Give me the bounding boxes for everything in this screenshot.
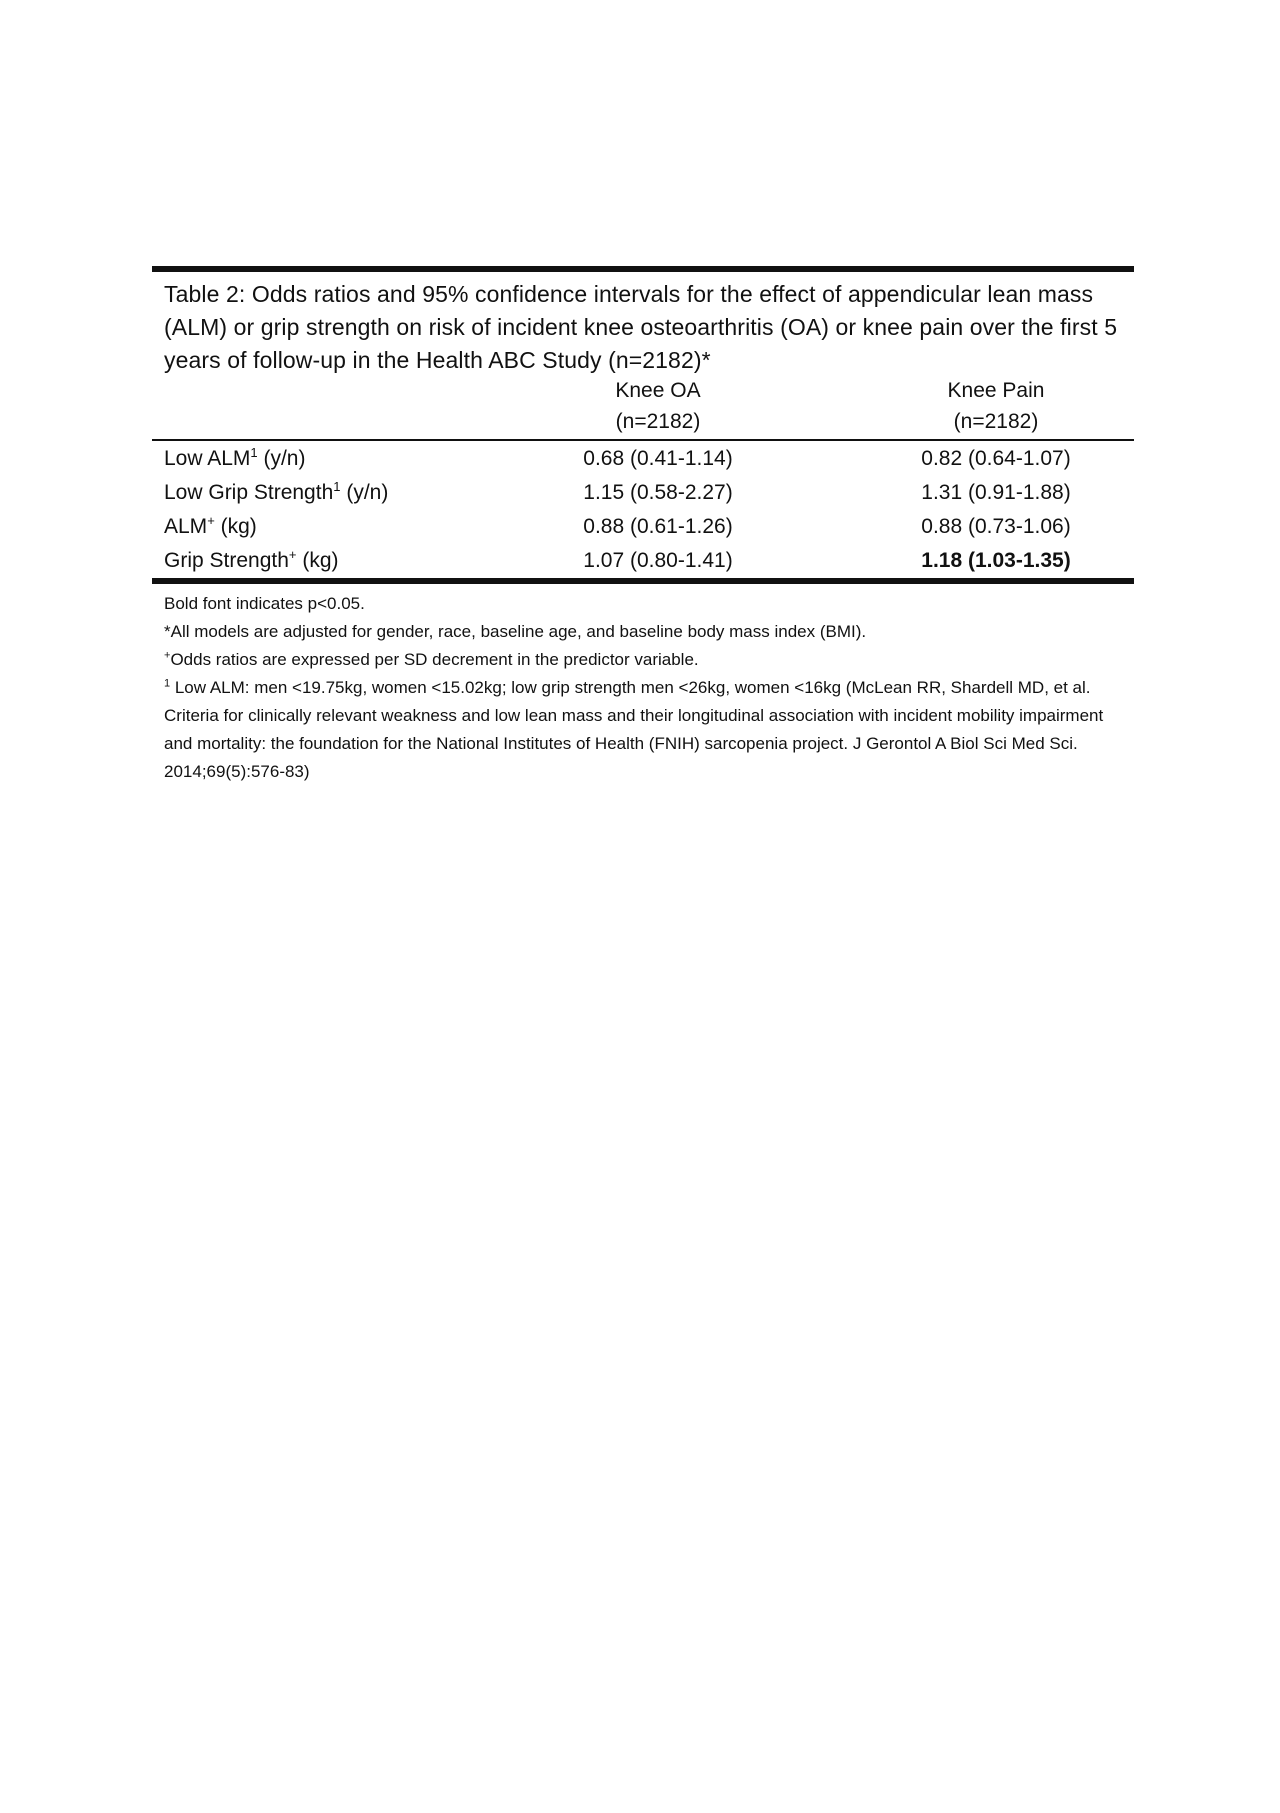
footnote-sd: +Odds ratios are expressed per SD decrement in the predictor variable.: [164, 649, 699, 669]
knee-pain-value: 0.88 (0.73-1.06): [921, 515, 1071, 538]
row-label: ALM+ (kg): [164, 513, 257, 538]
knee-pain-value-significant: 1.18 (1.03-1.35): [921, 549, 1071, 572]
column-title: Knee OA: [615, 379, 701, 402]
footnote-marker: +: [207, 513, 215, 528]
table-row: [152, 442, 1134, 476]
odds-ratio-table: [152, 266, 1134, 584]
table-row: [152, 510, 1134, 544]
footnote-marker: +: [288, 547, 297, 562]
column-header-knee-oa: [512, 375, 804, 437]
table-footnotes: [164, 590, 1124, 786]
knee-pain-value: 1.31 (0.91-1.88): [921, 481, 1071, 504]
table-row: [152, 476, 1134, 510]
footnote-cutoffs: $^1$ Low ALM: men <19.75kg, women <15.02kg; low grip strength men <26kg, women <16kg (McLean RR, Shardell MD, et al. Criteria for clinically relevant weakness and low lean mass and their longitudinal association with incident mobility impairment and mortality: the foundation for the National Institutes of Health (FNIH) sarcopenia project. J Gerontol A Biol Sci Med Sci. 2014;69(5):576-83): [164, 677, 1104, 781]
footnote-marker: +: [164, 649, 171, 662]
footnote-marker: 1: [250, 445, 258, 460]
column-title: Knee Pain: [947, 379, 1045, 402]
table-header: [152, 377, 1134, 439]
knee-oa-value: 0.88 (0.61-1.26): [583, 515, 733, 538]
knee-oa-value: 1.07 (0.80-1.41): [583, 549, 733, 572]
knee-oa-value: 1.15 (0.58-2.27): [583, 481, 733, 504]
column-header-knee-pain: [852, 375, 1140, 437]
table-caption: Table 2: Odds ratios and 95% confidence intervals for the effect of appendicular lean mass (ALM) or grip strength on risk of incident knee osteoarthritis (OA) or knee pain over the first 5 years of follow-up in the Health ABC Study (n=2182)*: [164, 281, 1118, 373]
footnote-marker: 1: [333, 479, 341, 494]
row-label: Grip Strength+ (kg): [164, 547, 339, 572]
table-body: [152, 441, 1134, 578]
footnote-adjustment: *All models are adjusted for gender, race, baseline age, and baseline body mass index (BMI).: [164, 622, 867, 641]
row-label: Low Grip Strength$^1$ (y/n): [164, 479, 389, 504]
knee-pain-value: 0.82 (0.64-1.07): [921, 447, 1071, 470]
knee-oa-value: 0.68 (0.41-1.14): [583, 447, 733, 470]
row-label: Low ALM$^1$ (y/n): [164, 445, 306, 470]
column-n: (n=2182): [615, 410, 701, 433]
column-n: (n=2182): [953, 410, 1039, 433]
footnote-marker: 1: [164, 677, 171, 690]
footnote-bold: Bold font indicates p<0.05.: [164, 594, 365, 613]
table-row: [152, 544, 1134, 578]
table-bottom-rule: [152, 578, 1134, 584]
